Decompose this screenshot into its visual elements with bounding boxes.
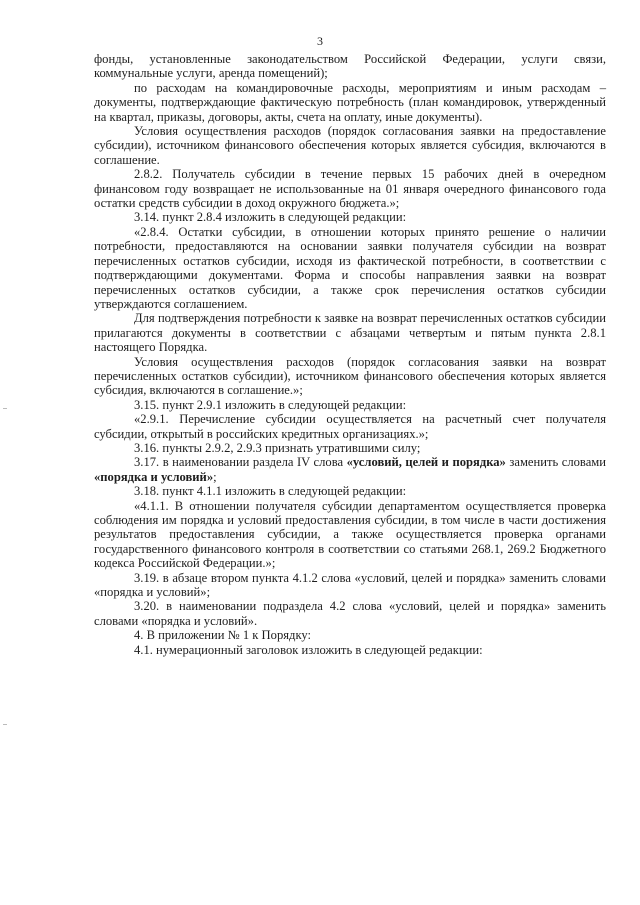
margin-mark — [3, 724, 7, 725]
document-body — [94, 52, 606, 657]
paragraph-clause-2-8-2: 2.8.2. Получатель субсидии в течение первых 15 рабочих дней в очередном финансовом году возвращает не использованные на 01 января очередного финансового года остатки средств субсидии в доход окружного бюджета.»; — [94, 167, 606, 211]
page-number: 3 — [317, 34, 323, 48]
paragraph-item-3-17 — [94, 455, 606, 484]
paragraph-item-4-1: 4.1. нумерационный заголовок изложить в следующей редакции: — [134, 642, 483, 657]
margin-mark — [3, 408, 7, 409]
paragraph-item-4: 4. В приложении № 1 к Порядку: — [134, 628, 312, 643]
paragraph-clause-2-9-1: «2.9.1. Перечисление субсидии осуществляется на расчетный счет получателя субсидии, открытый в российских кредитных организациях.»; — [94, 412, 606, 441]
paragraph-item-3-19: 3.19. в абзаце втором пункта 4.1.2 слова «условий, целей и порядка» заменить словами «порядка и условий»; — [94, 570, 606, 600]
bold-phrase-old: «условий, целей и порядка» — [346, 455, 506, 470]
text-run: заменить словами — [505, 455, 606, 470]
paragraph-item-3-20: 3.20. в наименовании подраздела 4.2 слова «условий, целей и порядка» заменить словами «порядка и условий». — [94, 599, 606, 628]
paragraph-item-3-18: 3.18. пункт 4.1.1 изложить в следующей редакции: — [134, 484, 407, 499]
text-run: 3.17. в наименовании раздела IV слова — [134, 455, 347, 470]
paragraph-clause-4-1-1: «4.1.1. В отношении получателя субсидии департаментом осуществляется проверка соблюдения им порядка и условий предоставления субсидии, в том числе в части достижения результатов предоставления субсидии, а также осуществляется проверка органами государственного финансового контроля в соответствии со статьями 268.1, 269.2 Бюджетного кодекса Российской Федерации.»; — [94, 498, 606, 571]
bold-phrase-new: «порядка и условий» — [94, 469, 214, 484]
paragraph-continuation: фонды, установленные законодательством Российской Федерации, услуги связи, коммунальные услуги, аренда помещений); — [94, 52, 606, 81]
paragraph-return-conditions: Условия осуществления расходов (порядок согласования заявки на возврат перечисленных остатков субсидии), источником финансового обеспечения которых является субсидия, включаются в соглашение.»; — [94, 354, 606, 398]
paragraph-expense-conditions: Условия осуществления расходов (порядок согласования заявки на предоставление субсидии), источником финансового обеспечения которых является субсидия, включаются в соглашение. — [94, 124, 606, 167]
paragraph-travel-expenses: по расходам на командировочные расходы, мероприятиям и иным расходам – документы, подтверждающие фактическую потребность (план командировок, утвержденный на квартал, приказы, договоры, акты, счета на оплату, иные документы). — [94, 80, 606, 124]
paragraph-item-3-14: 3.14. пункт 2.8.4 изложить в следующей редакции: — [134, 210, 407, 225]
text-run: ; — [213, 469, 217, 484]
paragraph-item-3-16: 3.16. пункты 2.9.2, 2.9.3 признать утратившими силу; — [134, 440, 421, 455]
paragraph-item-3-15: 3.15. пункт 2.9.1 изложить в следующей редакции: — [134, 397, 407, 412]
paragraph-supporting-documents: Для подтверждения потребности к заявке на возврат перечисленных остатков субсидии прилагаются документы в соответствии с абзацами четвертым и пятым пункта 2.8.1 настоящего Порядка. — [94, 311, 606, 355]
paragraph-clause-2-8-4: «2.8.4. Остатки субсидии, в отношении которых принято решение о наличии потребности, предоставляются на основании заявки получателя субсидии на возврат перечисленных остатков субсидии, исходя из фактической потребности, в соответствии с подтверждающими документами. Форма и способы направления заявки на возврат перечисленных остатков субсидии, а также срок перечисления остатков субсидии утверждаются соглашением. — [94, 224, 606, 311]
